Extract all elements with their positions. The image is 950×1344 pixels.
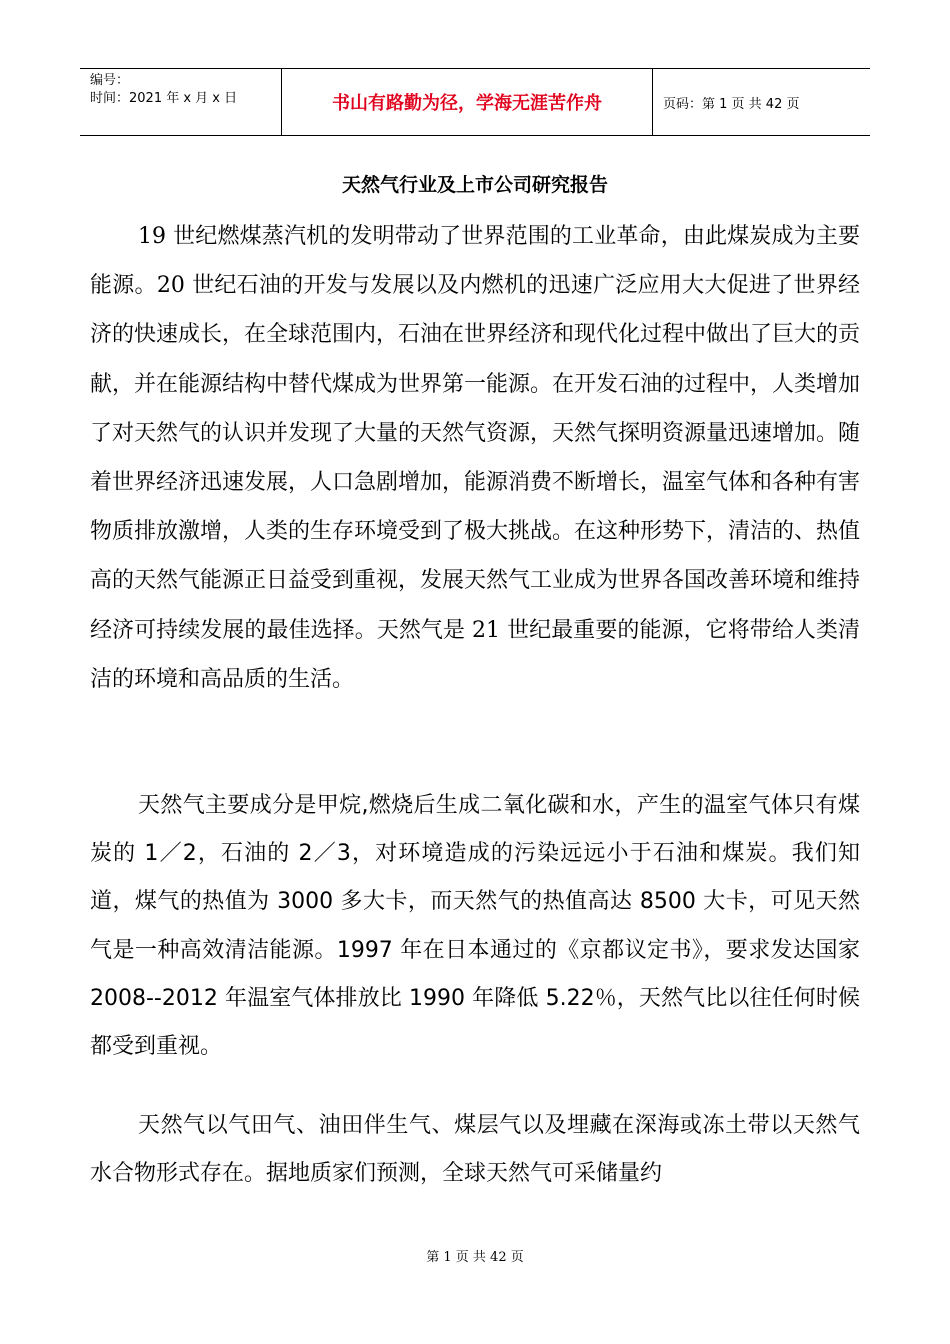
body-paragraph: 天然气主要成分是甲烷,燃烧后生成二氧化碳和水，产生的温室气体只有煤炭的 1／2，石油的 2／3，对环境造成的污染远远小于石油和煤炭。我们知道，煤气的热值为 3000 多大卡，而天然气的热值高达 8500 大卡，可见天然气是一种高效清洁能源。1997 年在日本通过的《京都议定书》，要求发达国家 2008--2012 年温室气体排放比 1990 年降低 5.22％，天然气比以往任何时候都受到重视。: [90, 793, 860, 1060]
body-paragraph: 19 世纪燃煤蒸汽机的发明带动了世界范围的工业革命，由此煤炭成为主要能源。20 世纪石油的开发与发展以及内燃机的迅速广泛应用大大促进了世界经济的快速成长，在全球范围内，石油在世界经济和现代化过程中做出了巨大的贡献，并在能源结构中替代煤成为世界第一能源。在开发石油的过程中，人类增加了对天然气的认识并发现了大量的天然气资源，天然气探明资源量迅速增加。随着世界经济迅速发展，人口急剧增加，能源消费不断增长，温室气体和各种有害物质排放激增，人类的生存环境受到了极大挑战。在这种形势下，清洁的、热值高的天然气能源正日益受到重视，发展天然气工业成为世界各国改善环境和维持经济可持续发展的最佳选择。天然气是 21 世纪最重要的能源，它将带给人类清洁的环境和高品质的生活。: [90, 224, 861, 692]
document-number-label: 编号：: [90, 73, 130, 88]
document-time-label: 时间：2021 年 x 月 x 日: [90, 91, 238, 106]
page-header: [80, 68, 870, 136]
header-motto: 书山有路勤为径，学海无涯苦作舟: [281, 69, 653, 135]
page-footer: 第 1 页 共 42 页: [426, 1250, 524, 1265]
header-meta: [80, 69, 281, 135]
header-page-info: 页码：第 1 页 共 42 页: [663, 96, 800, 112]
document-title: 天然气行业及上市公司研究报告: [341, 174, 608, 196]
body-paragraph: 天然气以气田气、油田伴生气、煤层气以及埋藏在深海或冻土带以天然气水合物形式存在。据地质家们预测，全球天然气可采储量约: [90, 1113, 860, 1187]
